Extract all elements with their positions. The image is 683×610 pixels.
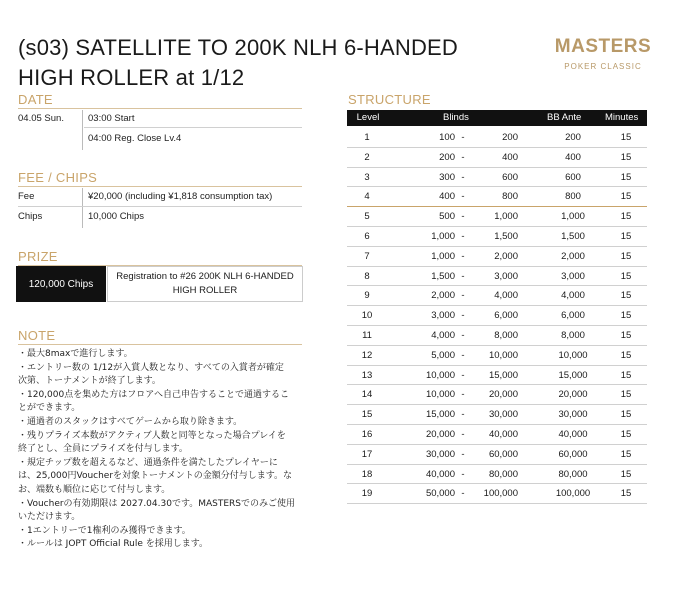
level-cell: 12 [361, 349, 373, 361]
blind-separator: - [461, 231, 465, 242]
big-blind-cell: 40,000 [488, 429, 518, 440]
big-blind-cell: 8,000 [494, 330, 518, 341]
col-bb-ante: BB Ante [547, 112, 582, 123]
blind-separator: - [461, 191, 465, 203]
prize-description [107, 266, 303, 302]
bb-ante-cell: 20,000 [558, 389, 588, 401]
level-cell: 4 [364, 191, 370, 203]
minutes-cell: 15 [620, 250, 632, 262]
bb-ante-cell: 100,000 [555, 488, 591, 500]
blind-separator: - [461, 409, 465, 421]
minutes-cell: 15 [620, 330, 632, 341]
table-row [347, 346, 647, 366]
small-blind-cell: 1,000 [431, 250, 455, 262]
minutes-cell: 15 [620, 488, 632, 500]
small-blind-cell: 10,000 [425, 389, 455, 401]
bb-ante-cell: 600 [565, 171, 581, 183]
minutes-cell: 15 [620, 468, 632, 480]
bb-ante-cell: 40,000 [558, 429, 588, 440]
note-line: ・規定チップ数を超えるなど、通過条件を満たしたプレイヤーに [18, 457, 278, 468]
level-cell: 19 [361, 488, 373, 500]
col-level: Level [356, 112, 380, 123]
title-line-1: (s03) SATELLITE TO 200K NLH 6-HANDED [18, 35, 459, 60]
level-cell: 9 [364, 290, 370, 302]
level-cell: 17 [361, 448, 373, 460]
bb-ante-cell: 8,000 [561, 330, 585, 341]
minutes-cell: 15 [620, 270, 632, 282]
blind-separator: - [461, 250, 465, 262]
note-divider [18, 344, 302, 345]
table-row [347, 247, 647, 267]
note-line: 次第、トーナメントが終了します。 [18, 376, 161, 387]
page-title [18, 33, 488, 93]
big-blind-cell: 2,000 [494, 250, 518, 262]
date-heading: DATE [18, 92, 53, 107]
bb-ante-cell: 800 [565, 191, 581, 203]
big-blind-cell: 1,500 [494, 231, 518, 242]
minutes-cell: 15 [620, 290, 632, 302]
note-line: ・Voucherの有効期限は 2027.04.30です。MASTERSでのみご使用 [18, 498, 296, 509]
minutes-cell: 15 [620, 231, 632, 242]
date-column-divider [82, 110, 83, 150]
logo-subtitle: POKER CLASSIC [564, 62, 642, 71]
blind-separator: - [461, 211, 465, 223]
note-line: お、端数も順位に応じて付与します。 [18, 484, 171, 495]
level-cell: 18 [361, 468, 373, 480]
blind-separator: - [461, 369, 465, 381]
level-cell: 6 [364, 231, 370, 242]
small-blind-cell: 500 [439, 211, 455, 223]
big-blind-cell: 15,000 [488, 369, 518, 381]
table-row [347, 484, 647, 504]
blind-separator: - [461, 349, 465, 361]
table-row [347, 168, 647, 188]
level-cell: 14 [361, 389, 373, 401]
level-cell: 13 [361, 369, 373, 381]
structure-table-header [347, 110, 647, 126]
big-blind-cell: 1,000 [494, 211, 518, 223]
big-blind-cell: 60,000 [488, 448, 518, 460]
fee-row-divider [18, 206, 302, 207]
big-blind-cell: 10,000 [488, 349, 518, 361]
date-divider [18, 108, 302, 109]
note-line: ・残りプライズ本数がアクティブ人数と同等となった場合プレイを [18, 430, 286, 441]
minutes-cell: 15 [620, 448, 632, 460]
fee-value: ¥20,000 (including ¥1,818 consumption tax) [88, 191, 273, 202]
level-cell: 3 [364, 171, 370, 183]
table-row [347, 227, 647, 247]
big-blind-cell: 400 [502, 151, 518, 163]
minutes-cell: 15 [620, 389, 632, 401]
big-blind-cell: 100,000 [483, 488, 518, 500]
fee-heading: FEE / CHIPS [18, 170, 98, 185]
small-blind-cell: 5,000 [431, 349, 455, 361]
fee-label: Fee [18, 191, 35, 202]
bb-ante-cell: 2,000 [561, 250, 585, 262]
fee-divider [18, 186, 302, 187]
minutes-cell: 15 [620, 349, 632, 361]
note-line: ・ルールは JOPT Official Rule を採用します。 [18, 539, 209, 550]
blind-separator: - [461, 389, 465, 401]
note-line: ・通過者のスタックはすべてゲームから取り除きます。 [18, 416, 243, 427]
minutes-cell: 15 [620, 310, 632, 322]
bb-ante-cell: 60,000 [558, 448, 588, 460]
small-blind-cell: 4,000 [431, 330, 455, 341]
bb-ante-cell: 15,000 [558, 369, 588, 381]
blind-separator: - [461, 488, 465, 500]
table-row [347, 306, 647, 326]
small-blind-cell: 400 [439, 191, 455, 203]
bb-ante-cell: 4,000 [561, 290, 585, 302]
table-row [347, 425, 647, 445]
big-blind-cell: 3,000 [494, 270, 518, 282]
bb-ante-cell: 6,000 [561, 310, 585, 322]
small-blind-cell: 100 [439, 132, 455, 143]
note-line: ・最大8maxで進行します。 [18, 349, 133, 359]
table-row [347, 267, 647, 287]
level-cell: 8 [364, 270, 370, 282]
bb-ante-cell: 80,000 [558, 468, 588, 480]
minutes-cell: 15 [620, 171, 632, 183]
bb-ante-cell: 3,000 [561, 270, 585, 282]
table-row [347, 148, 647, 168]
small-blind-cell: 40,000 [425, 468, 455, 480]
prize-heading: PRIZE [18, 249, 58, 264]
table-row [347, 385, 647, 405]
table-row [347, 207, 647, 227]
note-line: とができます。 [18, 403, 81, 414]
big-blind-cell: 80,000 [488, 468, 518, 480]
minutes-cell: 15 [620, 409, 632, 421]
small-blind-cell: 15,000 [425, 409, 455, 421]
level-cell: 2 [364, 151, 370, 163]
table-row [347, 286, 647, 306]
minutes-cell: 15 [620, 369, 632, 381]
big-blind-cell: 30,000 [488, 409, 518, 421]
blind-separator: - [461, 290, 465, 302]
bb-ante-cell: 1,000 [561, 211, 585, 223]
fee-column-divider [82, 188, 83, 228]
col-minutes: Minutes [605, 112, 639, 123]
table-row [347, 326, 647, 346]
chips-label: Chips [18, 211, 43, 222]
table-row [347, 128, 647, 148]
note-heading: NOTE [18, 328, 56, 343]
date-row-divider [84, 127, 302, 128]
note-list [18, 348, 300, 552]
level-cell: 5 [364, 211, 370, 223]
small-blind-cell: 300 [439, 171, 455, 183]
level-cell: 7 [364, 250, 370, 262]
level-cell: 15 [361, 409, 373, 421]
blind-separator: - [461, 310, 465, 322]
logo-name: MASTERS [554, 36, 652, 57]
blind-separator: - [461, 270, 465, 282]
small-blind-cell: 30,000 [425, 448, 455, 460]
prize-desc-line-2: HIGH ROLLER [172, 285, 238, 296]
event-day: 04.05 Sun. [18, 113, 64, 124]
big-blind-cell: 800 [502, 191, 518, 203]
blind-separator: - [461, 132, 465, 143]
minutes-cell: 15 [620, 211, 632, 223]
note-line: は、25,000円Voucherを対象トーナメントの金額分付与します。な [18, 471, 292, 482]
note-line: ・1エントリーで1権利のみ獲得できます。 [18, 525, 191, 536]
minutes-cell: 15 [620, 151, 632, 163]
table-row [347, 465, 647, 485]
small-blind-cell: 2,000 [431, 290, 455, 302]
level-cell: 11 [362, 330, 372, 341]
big-blind-cell: 4,000 [494, 290, 518, 302]
level-cell: 1 [364, 132, 370, 143]
bb-ante-cell: 400 [565, 151, 581, 163]
reg-close-time: 04:00 Reg. Close Lv.4 [88, 133, 182, 144]
small-blind-cell: 1,000 [431, 231, 455, 242]
table-row [347, 366, 647, 386]
bb-ante-cell: 200 [565, 132, 581, 143]
minutes-cell: 15 [620, 191, 632, 203]
small-blind-cell: 20,000 [425, 429, 455, 440]
big-blind-cell: 6,000 [494, 310, 518, 322]
minutes-cell: 15 [620, 132, 632, 143]
structure-heading: STRUCTURE [348, 92, 431, 107]
small-blind-cell: 10,000 [425, 369, 455, 381]
bb-ante-cell: 10,000 [558, 349, 588, 361]
bb-ante-cell: 30,000 [558, 409, 588, 421]
blind-separator: - [461, 151, 465, 163]
table-row [347, 445, 647, 465]
blind-separator: - [461, 448, 465, 460]
blind-separator: - [461, 468, 465, 480]
level-cell: 10 [361, 310, 373, 322]
blind-separator: - [461, 429, 465, 440]
small-blind-cell: 1,500 [431, 270, 455, 282]
masters-logo [548, 36, 658, 71]
note-line: いただけます。 [18, 512, 81, 523]
small-blind-cell: 3,000 [431, 310, 455, 322]
level-cell: 16 [361, 429, 373, 440]
big-blind-cell: 20,000 [488, 389, 518, 401]
start-time: 03:00 Start [88, 113, 135, 124]
note-line: ・エントリー数の 1/12が入賞人数となり、すべての入賞者が確定 [18, 362, 284, 373]
table-row [347, 405, 647, 425]
big-blind-cell: 600 [502, 171, 518, 183]
title-line-2: HIGH ROLLER at 1/12 [18, 65, 245, 90]
chips-value: 10,000 Chips [88, 211, 144, 222]
big-blind-cell: 200 [502, 132, 518, 143]
blind-separator: - [461, 171, 465, 183]
col-blinds: Blinds [443, 112, 469, 123]
prize-amount: 120,000 Chips [16, 266, 106, 302]
note-line: ・120,000点を集めた方はフロアへ自己申告することで通過するこ [18, 389, 290, 400]
small-blind-cell: 200 [439, 151, 455, 163]
small-blind-cell: 50,000 [425, 488, 455, 500]
prize-desc-line-1: Registration to #26 200K NLH 6-HANDED [116, 271, 294, 282]
minutes-cell: 15 [620, 429, 632, 440]
blind-separator: - [461, 330, 465, 341]
table-row [347, 187, 647, 207]
note-line: 終了とし、全員にプライズを付与します。 [18, 444, 188, 455]
bb-ante-cell: 1,500 [561, 231, 585, 242]
